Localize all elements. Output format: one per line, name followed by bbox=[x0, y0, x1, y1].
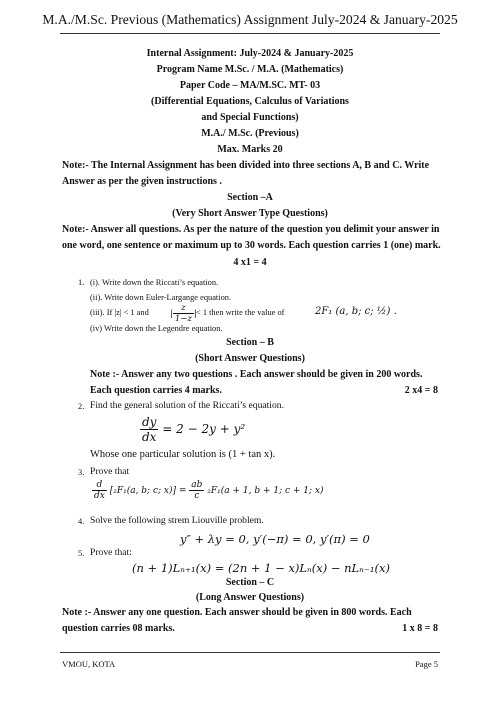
page-header-title: M.A./M.Sc. Previous (Mathematics) Assignment July-2024 & January-2025 bbox=[42, 12, 458, 27]
section-c-title: Section – C bbox=[225, 577, 275, 588]
section-b-marks: 2 x4 = 8 bbox=[404, 385, 438, 396]
section-c-note-line-2: question carries 08 marks. bbox=[62, 623, 175, 634]
question-2-equation bbox=[140, 415, 245, 444]
equation-rhs: ₂F₁(a + 1, b + 1; c + 1; x) bbox=[207, 486, 324, 496]
question-3-text: Prove that bbox=[90, 466, 130, 477]
intro-line-4: (Differential Equations, Calculus of Variations bbox=[151, 96, 349, 107]
question-2-number: 2. bbox=[78, 402, 85, 411]
question-1-part-iii-function: 2F₁ (a, b; c; ½) . bbox=[315, 306, 397, 317]
question-1-part-i: (i). Write down the Riccati’s equation. bbox=[90, 278, 219, 287]
footer-left: VMOU, KOTA bbox=[62, 659, 116, 669]
section-b-title: Section – B bbox=[226, 337, 274, 348]
intro-line-6: M.A./ M.Sc. (Previous) bbox=[201, 128, 299, 139]
intro-line-1: Internal Assignment: July-2024 & January-2025 bbox=[146, 48, 354, 59]
fraction-denominator: 1−z bbox=[174, 314, 192, 324]
question-3-number: 3. bbox=[78, 468, 85, 477]
section-c-marks: 1 x 8 = 8 bbox=[402, 623, 438, 634]
equation-lhs: [₂F₁(a, b; c; x)] = bbox=[109, 486, 187, 496]
intro-line-3: Paper Code – MA/M.SC. MT- 03 bbox=[179, 80, 321, 91]
section-b-subtitle: (Short Answer Questions) bbox=[195, 353, 305, 364]
question-1-part-iv: (iv) Write down the Legendre equation. bbox=[90, 324, 223, 333]
derivative-denominator: dx bbox=[142, 430, 157, 444]
intro-line-5: and Special Functions) bbox=[201, 112, 299, 123]
section-a-note-line-2: one word, one sentence or maximum up to 30 words. Each question carries 1 (one) mark. bbox=[62, 240, 441, 251]
section-a-note-line-1: Note:- Answer all questions. As per the nature of the question you delimit your answer in bbox=[62, 224, 440, 235]
section-a-title: Section –A bbox=[227, 192, 273, 203]
section-a-subtitle: (Very Short Answer Type Questions) bbox=[172, 208, 328, 219]
intro-line-7: Max. Marks 20 bbox=[217, 144, 283, 155]
question-1-number: 1. bbox=[78, 278, 85, 287]
section-a-marks: 4 x1 = 4 bbox=[233, 257, 267, 268]
section-c-note-line-1: Note :- Answer any one question. Each answer should be given in 800 words. Each bbox=[62, 607, 412, 618]
section-c-subtitle: (Long Answer Questions) bbox=[195, 592, 305, 603]
question-1-part-ii: (ii). Write down Euler-Largange equation. bbox=[90, 293, 232, 302]
question-2-particular-solution: Whose one particular solution is (1 + tan x). bbox=[90, 449, 276, 460]
section-b-note-line-1: Note :- Answer any two questions . Each answer should be given in 200 words. bbox=[90, 369, 423, 380]
fraction-numerator: z bbox=[173, 303, 194, 314]
header-rule bbox=[60, 33, 440, 34]
question-5-number: 5. bbox=[78, 549, 85, 558]
question-2-text: Find the general solution of the Riccati’s equation. bbox=[90, 400, 284, 411]
footer-rule bbox=[60, 652, 440, 653]
question-4-number: 4. bbox=[78, 517, 85, 526]
question-1-part-iii-fraction: | $\frac{z}{1-z}$ | bbox=[170, 303, 197, 324]
question-4-equation: y″ + λy = 0, y′(−π) = 0, y′(π) = 0 bbox=[180, 532, 370, 546]
derivative-denominator: dx bbox=[94, 491, 105, 501]
intro-note-line-1: Note:- The Internal Assignment has been divided into three sections A, B and C. Write bbox=[62, 160, 430, 171]
question-5-text: Prove that: bbox=[90, 547, 132, 558]
question-1-part-iii-text: (iii). If |z| < 1 and bbox=[90, 308, 149, 317]
intro-line-2: Program Name M.Sc. / M.A. (Mathematics) bbox=[156, 64, 344, 75]
derivative-numerator: d bbox=[92, 480, 107, 491]
section-b-note-line-2: Each question carries 4 marks. bbox=[90, 385, 222, 396]
question-5-equation: (n + 1)Lₙ₊₁(x) = (2n + 1 − x)Lₙ(x) − nLₙ₋₁(x) bbox=[132, 561, 390, 575]
equation-rhs: = 2 − 2y + y² bbox=[162, 422, 246, 436]
question-4-text: Solve the following strem Liouville problem. bbox=[90, 515, 264, 526]
coefficient-denominator: c bbox=[194, 491, 200, 501]
coefficient-numerator: ab bbox=[191, 480, 203, 490]
footer-page-number: Page 5 bbox=[415, 659, 438, 669]
derivative-numerator: dy bbox=[142, 415, 157, 429]
question-1-part-iii-then: < 1 then write the value of bbox=[196, 308, 285, 317]
question-3-equation bbox=[92, 480, 323, 501]
intro-note-line-2: Answer as per the given instructions . bbox=[62, 176, 222, 187]
